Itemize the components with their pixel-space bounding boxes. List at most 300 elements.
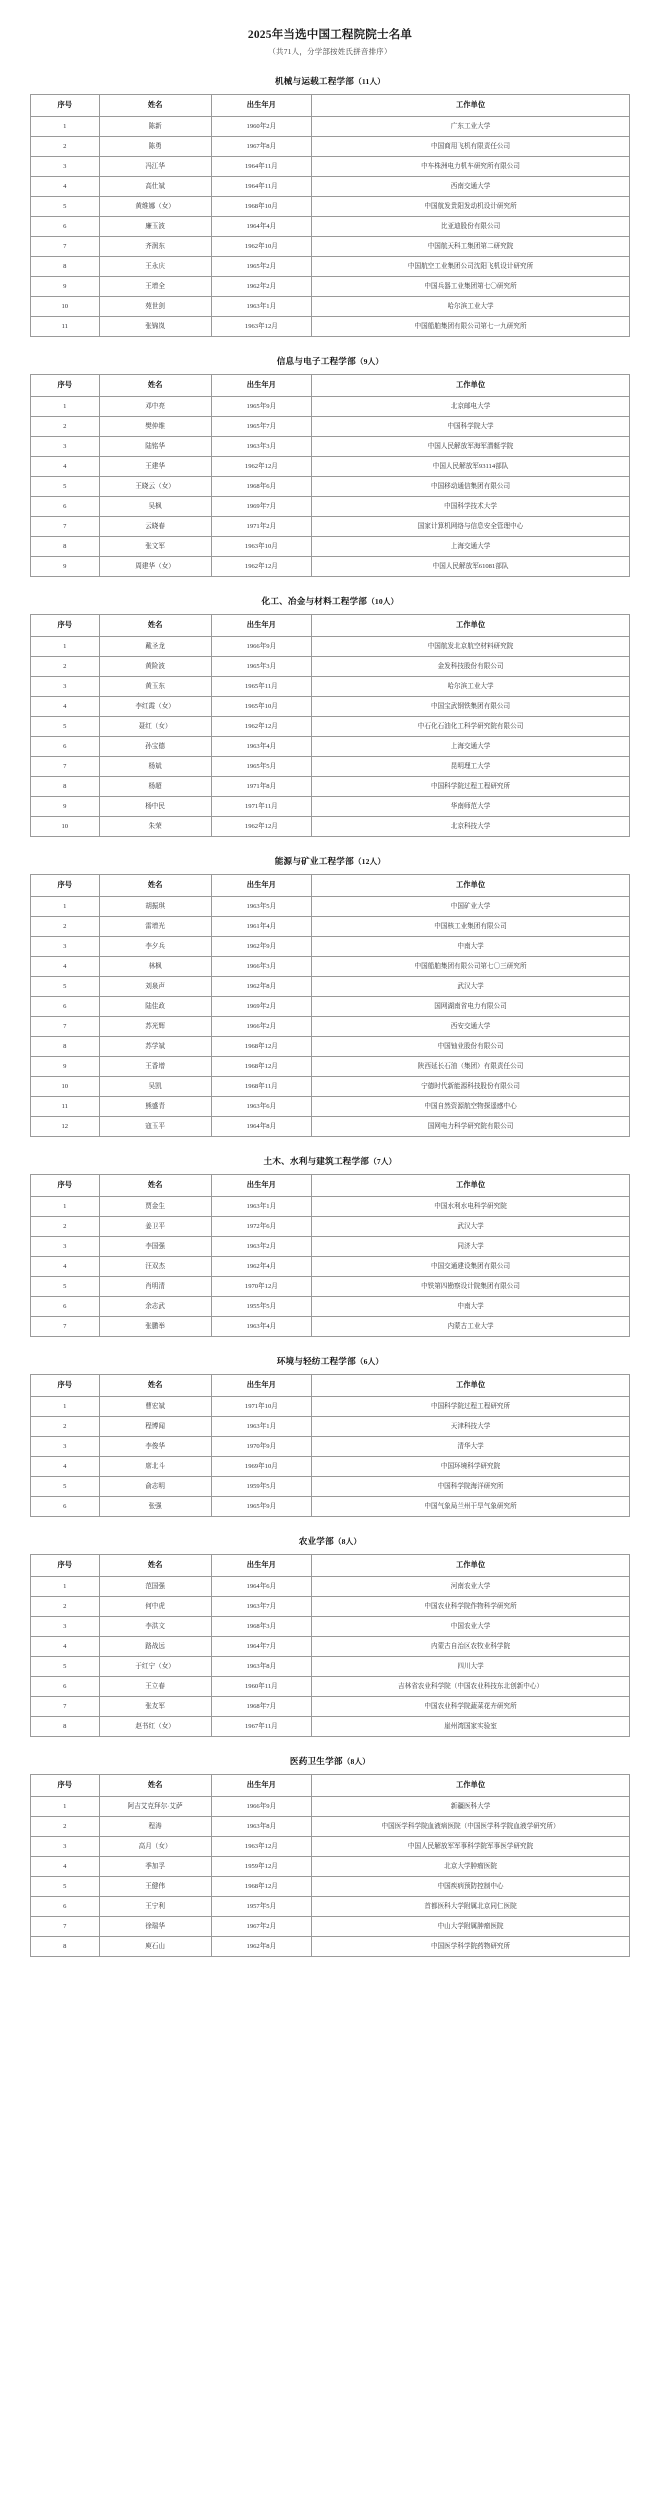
cell-index: 6 [31,997,100,1017]
cell-birth: 1964年4月 [211,217,311,237]
cell-birth: 1965年3月 [211,657,311,677]
cell-birth: 1961年4月 [211,917,311,937]
cell-name: 云晓春 [99,517,211,537]
cell-name: 王立春 [99,1677,211,1697]
cell-index: 4 [31,1257,100,1277]
table-row [31,957,630,977]
table-row [31,437,630,457]
cell-index: 2 [31,1417,100,1437]
cell-affiliation: 中国航发北京航空材料研究院 [312,637,630,657]
cell-index: 7 [31,1317,100,1337]
cell-index: 8 [31,1937,100,1957]
section-title: 化工、冶金与材料工程学部 [261,596,368,606]
cell-birth: 1964年6月 [211,1577,311,1597]
cell-name: 朱荣 [99,817,211,837]
cell-affiliation: 内蒙古工业大学 [312,1317,630,1337]
cell-index: 8 [31,1717,100,1737]
cell-index: 1 [31,1577,100,1597]
section-title: 信息与电子工程学部 [276,356,356,366]
cell-birth: 1968年10月 [211,197,311,217]
cell-affiliation: 中国矿业大学 [312,897,630,917]
cell-birth: 1967年2月 [211,1917,311,1937]
cell-name: 熊盛青 [99,1097,211,1117]
section-member-count: （11人） [354,77,386,86]
column-header-name: 姓名 [99,875,211,897]
column-header-index: 序号 [31,875,100,897]
cell-name: 吴枫 [99,497,211,517]
cell-index: 5 [31,977,100,997]
cell-index: 4 [31,177,100,197]
cell-index: 2 [31,917,100,937]
cell-birth: 1962年10月 [211,237,311,257]
cell-affiliation: 中国船舶集团有限公司第七〇三研究所 [312,957,630,977]
section-member-count: （8人） [333,1537,362,1546]
cell-name: 苏光辉 [99,1017,211,1037]
cell-affiliation: 吉林省农业科学院（中国农业科技东北创新中心） [312,1677,630,1697]
cell-name: 王香增 [99,1057,211,1077]
roster-table [30,374,630,577]
section-title: 医药卫生学部 [289,1756,343,1766]
cell-index: 6 [31,217,100,237]
section-title: 土木、水利与建筑工程学部 [263,1156,370,1166]
cell-birth: 1968年6月 [211,477,311,497]
table-row [31,177,630,197]
cell-affiliation: 中国人民解放军61081部队 [312,557,630,577]
table-row [31,677,630,697]
cell-name: 高仕斌 [99,177,211,197]
academy-division-section [30,595,630,837]
cell-index: 9 [31,1057,100,1077]
cell-index: 3 [31,1437,100,1457]
table-row [31,897,630,917]
column-header-index: 序号 [31,1375,100,1397]
section-heading [30,1355,630,1367]
cell-birth: 1962年8月 [211,1937,311,1957]
cell-name: 杨中民 [99,797,211,817]
cell-birth: 1966年2月 [211,1017,311,1037]
cell-affiliation: 中国疾病预防控制中心 [312,1877,630,1897]
cell-index: 6 [31,1897,100,1917]
cell-affiliation: 北京邮电大学 [312,397,630,417]
cell-name: 陈新 [99,117,211,137]
cell-affiliation: 北京大学肿瘤医院 [312,1857,630,1877]
column-header-birth: 出生年月 [211,1175,311,1197]
cell-birth: 1962年12月 [211,817,311,837]
cell-index: 5 [31,477,100,497]
academy-division-section [30,1155,630,1337]
table-row [31,777,630,797]
cell-name: 李夕兵 [99,937,211,957]
table-row [31,1797,630,1817]
cell-affiliation: 中国航空工业集团公司沈阳飞机设计研究所 [312,257,630,277]
cell-index: 3 [31,1617,100,1637]
academy-division-section [30,75,630,337]
cell-affiliation: 中国交通建设集团有限公司 [312,1257,630,1277]
cell-affiliation: 国网电力科学研究院有限公司 [312,1117,630,1137]
table-row [31,1077,630,1097]
cell-birth: 1959年5月 [211,1477,311,1497]
table-header-row [31,1375,630,1397]
table-row [31,937,630,957]
cell-affiliation: 金发科技股份有限公司 [312,657,630,677]
cell-birth: 1962年12月 [211,717,311,737]
column-header-name: 姓名 [99,1555,211,1577]
cell-birth: 1959年12月 [211,1857,311,1877]
cell-index: 5 [31,1657,100,1677]
cell-name: 范国强 [99,1577,211,1597]
cell-birth: 1970年9月 [211,1437,311,1457]
column-header-affiliation: 工作单位 [312,1375,630,1397]
cell-name: 张友军 [99,1697,211,1717]
table-row [31,1717,630,1737]
column-header-affiliation: 工作单位 [312,875,630,897]
cell-index: 5 [31,1277,100,1297]
cell-name: 胡振琪 [99,897,211,917]
cell-name: 路战远 [99,1637,211,1657]
cell-index: 4 [31,697,100,717]
cell-birth: 1960年2月 [211,117,311,137]
table-row [31,1237,630,1257]
table-row [31,1897,630,1917]
cell-birth: 1971年11月 [211,797,311,817]
section-heading [30,1535,630,1547]
table-row [31,1937,630,1957]
table-row [31,817,630,837]
cell-affiliation: 北京科技大学 [312,817,630,837]
cell-affiliation: 中国自然资源航空物探遥感中心 [312,1097,630,1117]
cell-index: 10 [31,1077,100,1097]
column-header-affiliation: 工作单位 [312,1175,630,1197]
column-header-birth: 出生年月 [211,1775,311,1797]
table-row [31,557,630,577]
cell-name: 何中虎 [99,1597,211,1617]
cell-name: 聂红（女） [99,717,211,737]
cell-birth: 1957年5月 [211,1897,311,1917]
cell-birth: 1965年2月 [211,257,311,277]
cell-birth: 1963年1月 [211,1197,311,1217]
table-row [31,517,630,537]
section-member-count: （7人） [369,1157,397,1166]
cell-name: 刘泉声 [99,977,211,997]
cell-birth: 1962年12月 [211,457,311,477]
cell-name: 王晓云（女） [99,477,211,497]
cell-affiliation: 中国农业科学院作物科学研究所 [312,1597,630,1617]
cell-birth: 1963年8月 [211,1817,311,1837]
cell-name: 贾金生 [99,1197,211,1217]
cell-name: 余志武 [99,1297,211,1317]
cell-index: 12 [31,1117,100,1137]
section-member-count: （6人） [355,1357,384,1366]
cell-affiliation: 中国科学技术大学 [312,497,630,517]
cell-index: 3 [31,677,100,697]
cell-affiliation: 中国航发贵阳发动机设计研究所 [312,197,630,217]
table-row [31,1637,630,1657]
cell-index: 4 [31,957,100,977]
cell-name: 陆佳政 [99,997,211,1017]
column-header-index: 序号 [31,615,100,637]
cell-birth: 1964年8月 [211,1117,311,1137]
cell-birth: 1968年11月 [211,1077,311,1097]
cell-index: 7 [31,517,100,537]
cell-affiliation: 中石化石油化工科学研究院有限公司 [312,717,630,737]
cell-index: 6 [31,1497,100,1517]
cell-affiliation: 国网湖南省电力有限公司 [312,997,630,1017]
cell-affiliation: 广东工业大学 [312,117,630,137]
cell-affiliation: 中国核工业集团有限公司 [312,917,630,937]
cell-name: 程博闻 [99,1417,211,1437]
table-row [31,697,630,717]
cell-affiliation: 比亚迪股份有限公司 [312,217,630,237]
column-header-birth: 出生年月 [211,95,311,117]
cell-affiliation: 中国移动通信集团有限公司 [312,477,630,497]
section-member-count: （10人） [367,597,399,606]
cell-name: 王永庆 [99,257,211,277]
cell-birth: 1965年10月 [211,697,311,717]
cell-name: 冯江华 [99,157,211,177]
roster-table [30,614,630,837]
section-heading [30,1755,630,1767]
column-header-birth: 出生年月 [211,875,311,897]
table-row [31,997,630,1017]
cell-name: 汪双杰 [99,1257,211,1277]
table-row [31,457,630,477]
table-row [31,197,630,217]
cell-affiliation: 上海交通大学 [312,537,630,557]
cell-index: 9 [31,797,100,817]
table-row [31,1197,630,1217]
cell-birth: 1972年6月 [211,1217,311,1237]
table-row [31,497,630,517]
table-row [31,1457,630,1477]
cell-birth: 1962年9月 [211,937,311,957]
cell-affiliation: 宁德时代新能源科技股份有限公司 [312,1077,630,1097]
cell-index: 10 [31,817,100,837]
cell-affiliation: 西南交通大学 [312,177,630,197]
academy-division-section [30,855,630,1137]
cell-name: 王建华 [99,457,211,477]
cell-birth: 1963年3月 [211,437,311,457]
cell-name: 张鹏举 [99,1317,211,1337]
cell-affiliation: 西安交通大学 [312,1017,630,1037]
cell-name: 林枫 [99,957,211,977]
cell-affiliation: 天津科技大学 [312,1417,630,1437]
table-row [31,1297,630,1317]
cell-birth: 1971年10月 [211,1397,311,1417]
cell-affiliation: 上海交通大学 [312,737,630,757]
cell-name: 李国强 [99,1237,211,1257]
cell-name: 杨斌 [99,757,211,777]
cell-index: 5 [31,1477,100,1497]
section-member-count: （8人） [342,1757,371,1766]
cell-index: 3 [31,1837,100,1857]
cell-index: 2 [31,657,100,677]
cell-index: 4 [31,1857,100,1877]
section-member-count: （9人） [355,357,384,366]
cell-birth: 1965年9月 [211,1497,311,1517]
table-row [31,797,630,817]
cell-name: 曹宏斌 [99,1397,211,1417]
cell-affiliation: 中南大学 [312,937,630,957]
academy-division-section [30,355,630,577]
table-row [31,477,630,497]
roster-table [30,874,630,1137]
cell-name: 张文军 [99,537,211,557]
cell-birth: 1955年5月 [211,1297,311,1317]
cell-index: 3 [31,157,100,177]
cell-name: 孙宝德 [99,737,211,757]
cell-affiliation: 四川大学 [312,1657,630,1677]
cell-affiliation: 中国环境科学研究院 [312,1457,630,1477]
section-heading [30,75,630,87]
table-row [31,1117,630,1137]
cell-affiliation: 中南大学 [312,1297,630,1317]
table-row [31,1597,630,1617]
cell-index: 7 [31,237,100,257]
cell-birth: 1962年4月 [211,1257,311,1277]
cell-birth: 1963年4月 [211,1317,311,1337]
cell-birth: 1963年6月 [211,1097,311,1117]
cell-birth: 1971年2月 [211,517,311,537]
table-row [31,1277,630,1297]
cell-affiliation: 陕西延长石油（集团）有限责任公司 [312,1057,630,1077]
cell-affiliation: 哈尔滨工业大学 [312,677,630,697]
cell-birth: 1969年2月 [211,997,311,1017]
section-heading [30,595,630,607]
cell-index: 8 [31,777,100,797]
cell-birth: 1968年7月 [211,1697,311,1717]
cell-birth: 1964年11月 [211,157,311,177]
column-header-affiliation: 工作单位 [312,1555,630,1577]
cell-birth: 1967年11月 [211,1717,311,1737]
column-header-affiliation: 工作单位 [312,615,630,637]
cell-index: 11 [31,317,100,337]
cell-index: 6 [31,1677,100,1697]
cell-birth: 1963年8月 [211,1657,311,1677]
cell-index: 5 [31,197,100,217]
cell-affiliation: 清华大学 [312,1437,630,1457]
section-heading [30,1155,630,1167]
table-row [31,1817,630,1837]
cell-birth: 1965年9月 [211,397,311,417]
cell-birth: 1964年7月 [211,1637,311,1657]
cell-birth: 1968年12月 [211,1877,311,1897]
cell-name: 陈勇 [99,137,211,157]
cell-index: 4 [31,1457,100,1477]
cell-name: 廉玉波 [99,217,211,237]
cell-birth: 1962年2月 [211,277,311,297]
cell-birth: 1971年8月 [211,777,311,797]
roster-table [30,1774,630,1957]
table-row [31,257,630,277]
table-header-row [31,875,630,897]
cell-birth: 1969年10月 [211,1457,311,1477]
cell-affiliation: 崖州湾国家实验室 [312,1717,630,1737]
cell-name: 王增全 [99,277,211,297]
cell-affiliation: 中国人民解放军93114部队 [312,457,630,477]
cell-name: 黄玉东 [99,677,211,697]
roster-table [30,1374,630,1517]
table-row [31,1257,630,1277]
roster-table [30,94,630,337]
cell-birth: 1969年7月 [211,497,311,517]
cell-affiliation: 中国商用飞机有限责任公司 [312,137,630,157]
table-row [31,757,630,777]
table-row [31,917,630,937]
cell-birth: 1965年11月 [211,677,311,697]
table-row [31,657,630,677]
table-row [31,1857,630,1877]
cell-affiliation: 中国铀业股份有限公司 [312,1037,630,1057]
cell-index: 5 [31,1877,100,1897]
column-header-index: 序号 [31,1555,100,1577]
cell-affiliation: 中国科学院过程工程研究所 [312,777,630,797]
cell-index: 4 [31,1637,100,1657]
cell-name: 苑世剑 [99,297,211,317]
cell-name: 徐瑞华 [99,1917,211,1937]
cell-affiliation: 中车株洲电力机车研究所有限公司 [312,157,630,177]
table-row [31,157,630,177]
cell-birth: 1965年5月 [211,757,311,777]
table-row [31,117,630,137]
cell-affiliation: 新疆医科大学 [312,1797,630,1817]
column-header-birth: 出生年月 [211,615,311,637]
table-row [31,297,630,317]
table-row [31,1037,630,1057]
cell-index: 9 [31,557,100,577]
cell-index: 1 [31,1197,100,1217]
cell-index: 7 [31,1917,100,1937]
cell-affiliation: 中铁第四勘察设计院集团有限公司 [312,1277,630,1297]
cell-affiliation: 中国农业大学 [312,1617,630,1637]
cell-affiliation: 中国航天科工集团第二研究院 [312,237,630,257]
table-row [31,417,630,437]
cell-index: 10 [31,297,100,317]
cell-affiliation: 河南农业大学 [312,1577,630,1597]
table-row [31,1417,630,1437]
cell-name: 赵书红（女） [99,1717,211,1737]
column-header-name: 姓名 [99,615,211,637]
cell-index: 1 [31,397,100,417]
cell-name: 席北斗 [99,1457,211,1477]
cell-index: 1 [31,1797,100,1817]
table-row [31,717,630,737]
table-row [31,1097,630,1117]
cell-name: 雷增光 [99,917,211,937]
column-header-index: 序号 [31,375,100,397]
cell-name: 李红霞（女） [99,697,211,717]
cell-index: 8 [31,537,100,557]
cell-name: 俞志明 [99,1477,211,1497]
cell-name: 程涛 [99,1817,211,1837]
cell-index: 1 [31,1397,100,1417]
cell-birth: 1968年12月 [211,1057,311,1077]
cell-birth: 1970年12月 [211,1277,311,1297]
table-row [31,397,630,417]
cell-birth: 1963年12月 [211,317,311,337]
page-title: 2025年当选中国工程院院士名单 [247,29,413,41]
cell-name: 高月（女） [99,1837,211,1857]
sections-container [30,75,630,1957]
table-row [31,1497,630,1517]
cell-affiliation: 华南师范大学 [312,797,630,817]
table-row [31,1677,630,1697]
cell-index: 6 [31,1297,100,1317]
cell-affiliation: 哈尔滨工业大学 [312,297,630,317]
cell-birth: 1968年12月 [211,1037,311,1057]
cell-index: 5 [31,717,100,737]
column-header-birth: 出生年月 [211,375,311,397]
academy-division-section [30,1355,630,1517]
